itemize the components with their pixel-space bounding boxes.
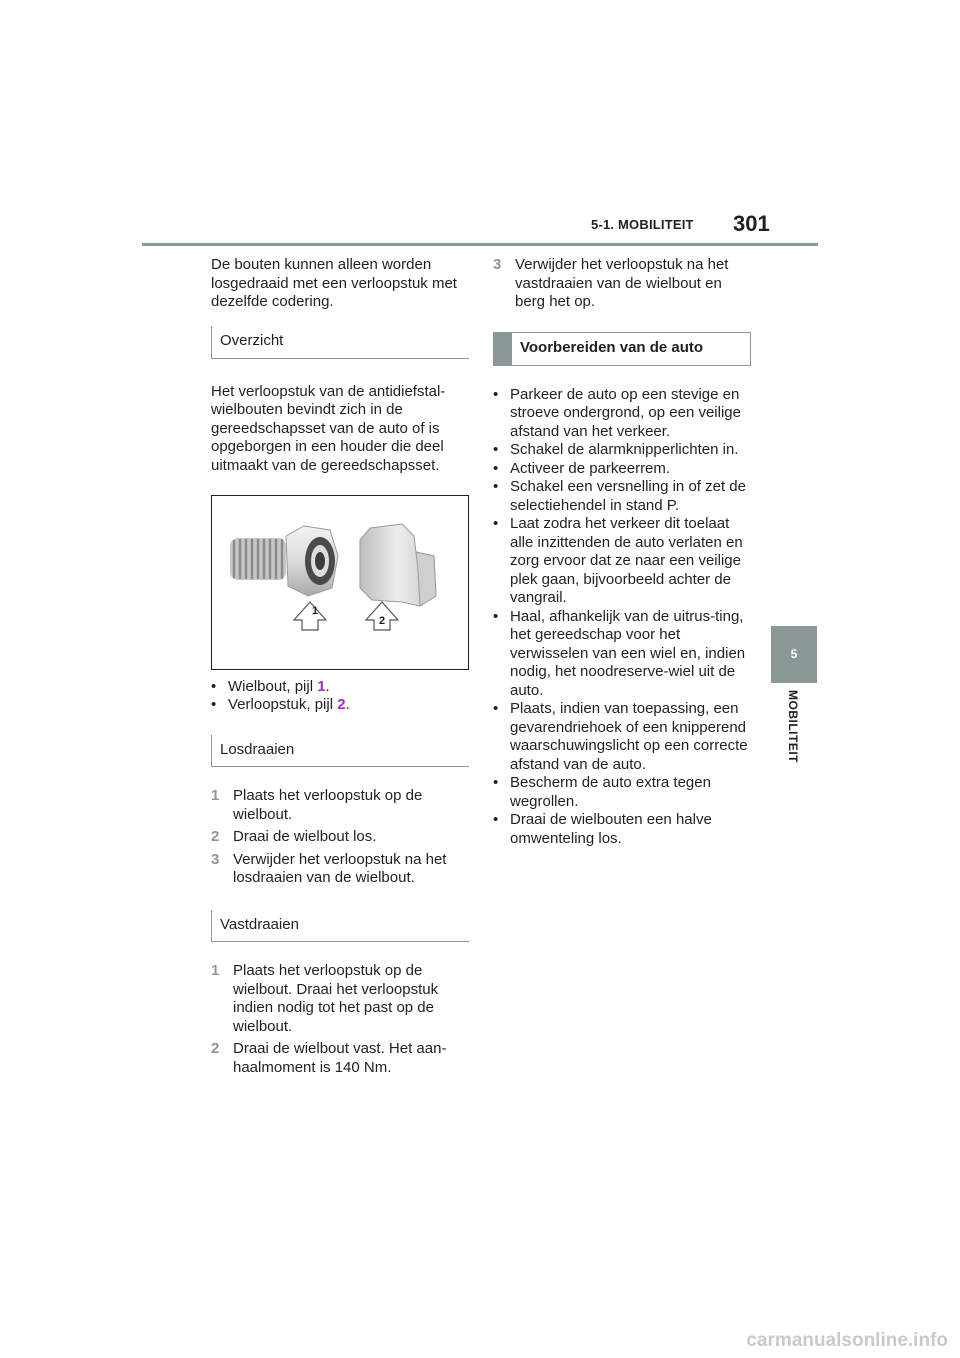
footer-watermark: carmanualsonline.info [746,1330,948,1351]
overzicht-heading-text: Overzicht [220,332,284,349]
step-item: 2 Draai de wielbout vast. Het aan-haalmoment is 140 Nm. [211,1040,447,1076]
header-section: 5-1. MOBILITEIT [591,217,694,232]
step-item: 2 Draai de wielbout los. [211,828,377,845]
list-item: • Schakel de alarmknipperlichten in. [493,441,739,458]
losdraaien-steps [211,787,469,888]
vastdraaien-heading-text: Vastdraaien [220,915,299,933]
left-column [211,256,469,1081]
vastdraaien-heading [211,910,469,943]
arrow-1 [294,602,326,630]
list-item: • Activeer de parkeerrem. [493,459,671,477]
overzicht-heading [211,326,469,359]
step-item: 3 Verwijder het verloopstuk na het losdraaien van de wielbout. [211,850,447,886]
continued-step [493,256,751,332]
list-item: • Haal, afhankelijk van de uitrus-ting, het gereedschap voor het verwisselen van een wiel en, indien nodig, het noodreserve-wiel uit de auto. [493,607,746,699]
list-item: • Bescherm de auto extra tegen wegrollen. [493,774,711,810]
wheel-bolt-figure [211,495,469,670]
step-item: 1 Plaats het verloopstuk op de wielbout. Draai het verloopstuk indien nodig tot het past op de wielbout. [211,962,439,1035]
list-item: • Laat zodra het verkeer dit toelaat alle inzittenden de auto verlaten en zorg ervoor dat ze naar een veilige plek gaan, bijvoorbeeld achter de vangrail. [493,515,743,606]
chapter-label: MOBILITEIT [786,690,800,763]
bolt-thread [230,538,286,580]
chapter-tab: 5 [771,626,817,683]
step-item: 1 Plaats het verloopstuk op de wielbout. [211,787,423,823]
figure-legend [211,678,469,715]
step-item: 3 Verwijder het verloopstuk na het vastdraaien van de wielbout en berg het op. [493,256,729,310]
losdraaien-heading [211,735,469,768]
list-item: • Draai de wielbouten een halve omwenteling los. [493,811,712,847]
overzicht-paragraph: Het verloopstuk van de antidiefstal-wielbouten bevindt zich in de gereedschapsset van de auto of is opgeborgen in een houder die deel uitmaakt van de gereedschapsset. [211,382,446,474]
svg-text:1: 1 [312,604,319,617]
svg-text:2: 2 [379,614,386,627]
right-column [493,256,751,848]
legend-item: • Wielbout, pijl 1. [211,677,330,695]
voorbereiden-heading [493,332,751,366]
legend-item: • Verloopstuk, pijl 2. [211,696,350,713]
list-item: • Schakel een versnelling in of zet de selectiehendel in stand P. [493,478,746,514]
voorbereiden-heading-text: Voorbereiden van de auto [520,339,704,356]
intro-paragraph: De bouten kunnen alleen worden losgedraaid met een verloopstuk met dezelfde codering. [211,256,457,310]
wheel-bolt-illustration [212,496,468,669]
vastdraaien-steps [211,962,469,1077]
voorbereiden-list [493,386,751,849]
page-number: 301 [733,211,770,236]
list-item: • Plaats, indien van toepassing, een gevarendriehoek of een knipperend waarschuwingslicht op een correcte afstand van de auto. [493,700,748,773]
list-item: • Parkeer de auto op een stevige en stroeve ondergrond, op een veilige afstand van het verkeer. [493,385,741,440]
losdraaien-heading-text: Losdraaien [220,740,295,758]
header-rule [142,243,818,246]
